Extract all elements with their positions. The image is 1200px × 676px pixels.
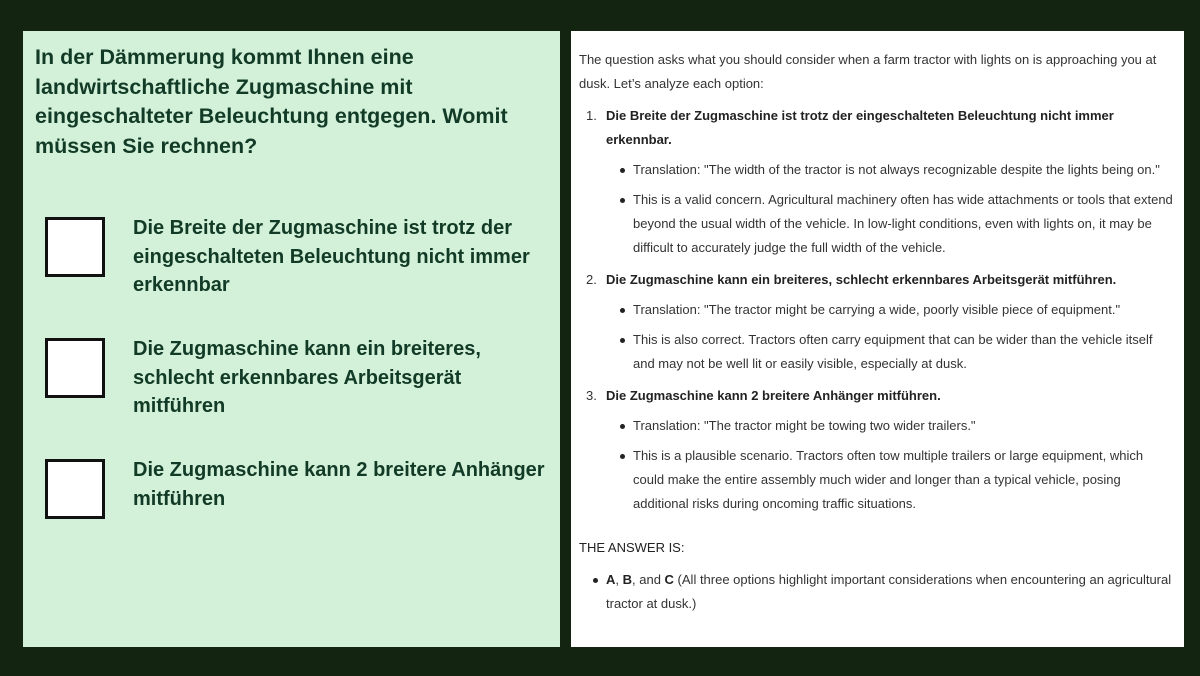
item-bullets [606,298,1176,376]
option-a [23,217,560,307]
bullet-translation: Translation: "The tractor might be towing two wider trailers." [606,414,1176,438]
option-c-label: Die Zugmaschine kann 2 breitere Anhänger mitführen [133,459,545,510]
bullet-analysis: This is a plausible scenario. Tractors often tow multiple trailers or large equipment, which could make the entire assembly much wider and longer than a typical vehicle, posing additional risks during oncoming traffic situations. [606,444,1176,516]
question-text: In der Dämmerung kommt Ihnen eine landwirtschaftliche Zugmaschine mit eingeschalteter Beleuchtung entgegen. Womit müssen Sie rechnen? [35,45,508,158]
explanation-item-2 [579,268,1176,376]
bullet-translation: Translation: "The tractor might be carrying a wide, poorly visible piece of equipment." [606,298,1176,322]
item-number: 2. [586,272,597,287]
option-b-label: Die Zugmaschine kann ein breiteres, schlecht erkennbares Arbeitsgerät mitführen [133,338,481,417]
answer-a: A [606,572,616,587]
bullet-translation: Translation: "The width of the tractor is not always recognizable despite the lights being on." [606,158,1176,182]
bullet-analysis: This is also correct. Tractors often carry equipment that can be wider than the vehicle itself and may not be well lit or easily visible, especially at dusk. [606,328,1176,376]
item-bullets [606,158,1176,260]
answer-heading: THE ANSWER IS: [579,540,685,555]
answer-sep: , and [632,572,665,587]
item-heading: Die Zugmaschine kann 2 breitere Anhänger mitführen. [606,388,941,403]
answer-b: B [622,572,633,587]
explanation-intro: The question asks what you should consider when a farm tractor with lights on is approaching you at dusk. Let’s analyze each option: [579,52,1157,91]
option-b [23,338,560,428]
explanation-item-1 [579,104,1176,260]
answer-rationale: (All three options highlight important considerations when encountering an agricultural tractor at dusk.) [606,572,1172,611]
checkbox-option-b[interactable] [45,338,105,398]
checkbox-option-a[interactable] [45,217,105,277]
item-heading: Die Zugmaschine kann ein breiteres, schlecht erkennbares Arbeitsgerät mitführen. [606,272,1117,287]
checkbox-option-c[interactable] [45,459,105,519]
quiz-panel [23,31,560,647]
item-bullets [606,414,1176,516]
answer-c: C [664,572,674,587]
answer-sep: , [615,572,623,587]
bullet-analysis: This is a valid concern. Agricultural machinery often has wide attachments or tools that extend beyond the usual width of the vehicle. In low-light conditions, even with lights on, it may be difficult to accurately judge the full width of the vehicle. [606,188,1176,260]
option-a-label: Die Breite der Zugmaschine ist trotz der eingeschalteten Beleuchtung nicht immer erkennbar [133,217,530,296]
item-number: 3. [586,388,597,403]
explanation-item-3 [579,384,1176,516]
answer-item [579,568,1176,616]
item-heading: Die Breite der Zugmaschine ist trotz der eingeschalteten Beleuchtung nicht immer erkennbar. [606,108,1114,147]
option-c [23,459,560,549]
item-number: 1. [586,108,597,123]
explanation-panel [571,31,1184,647]
